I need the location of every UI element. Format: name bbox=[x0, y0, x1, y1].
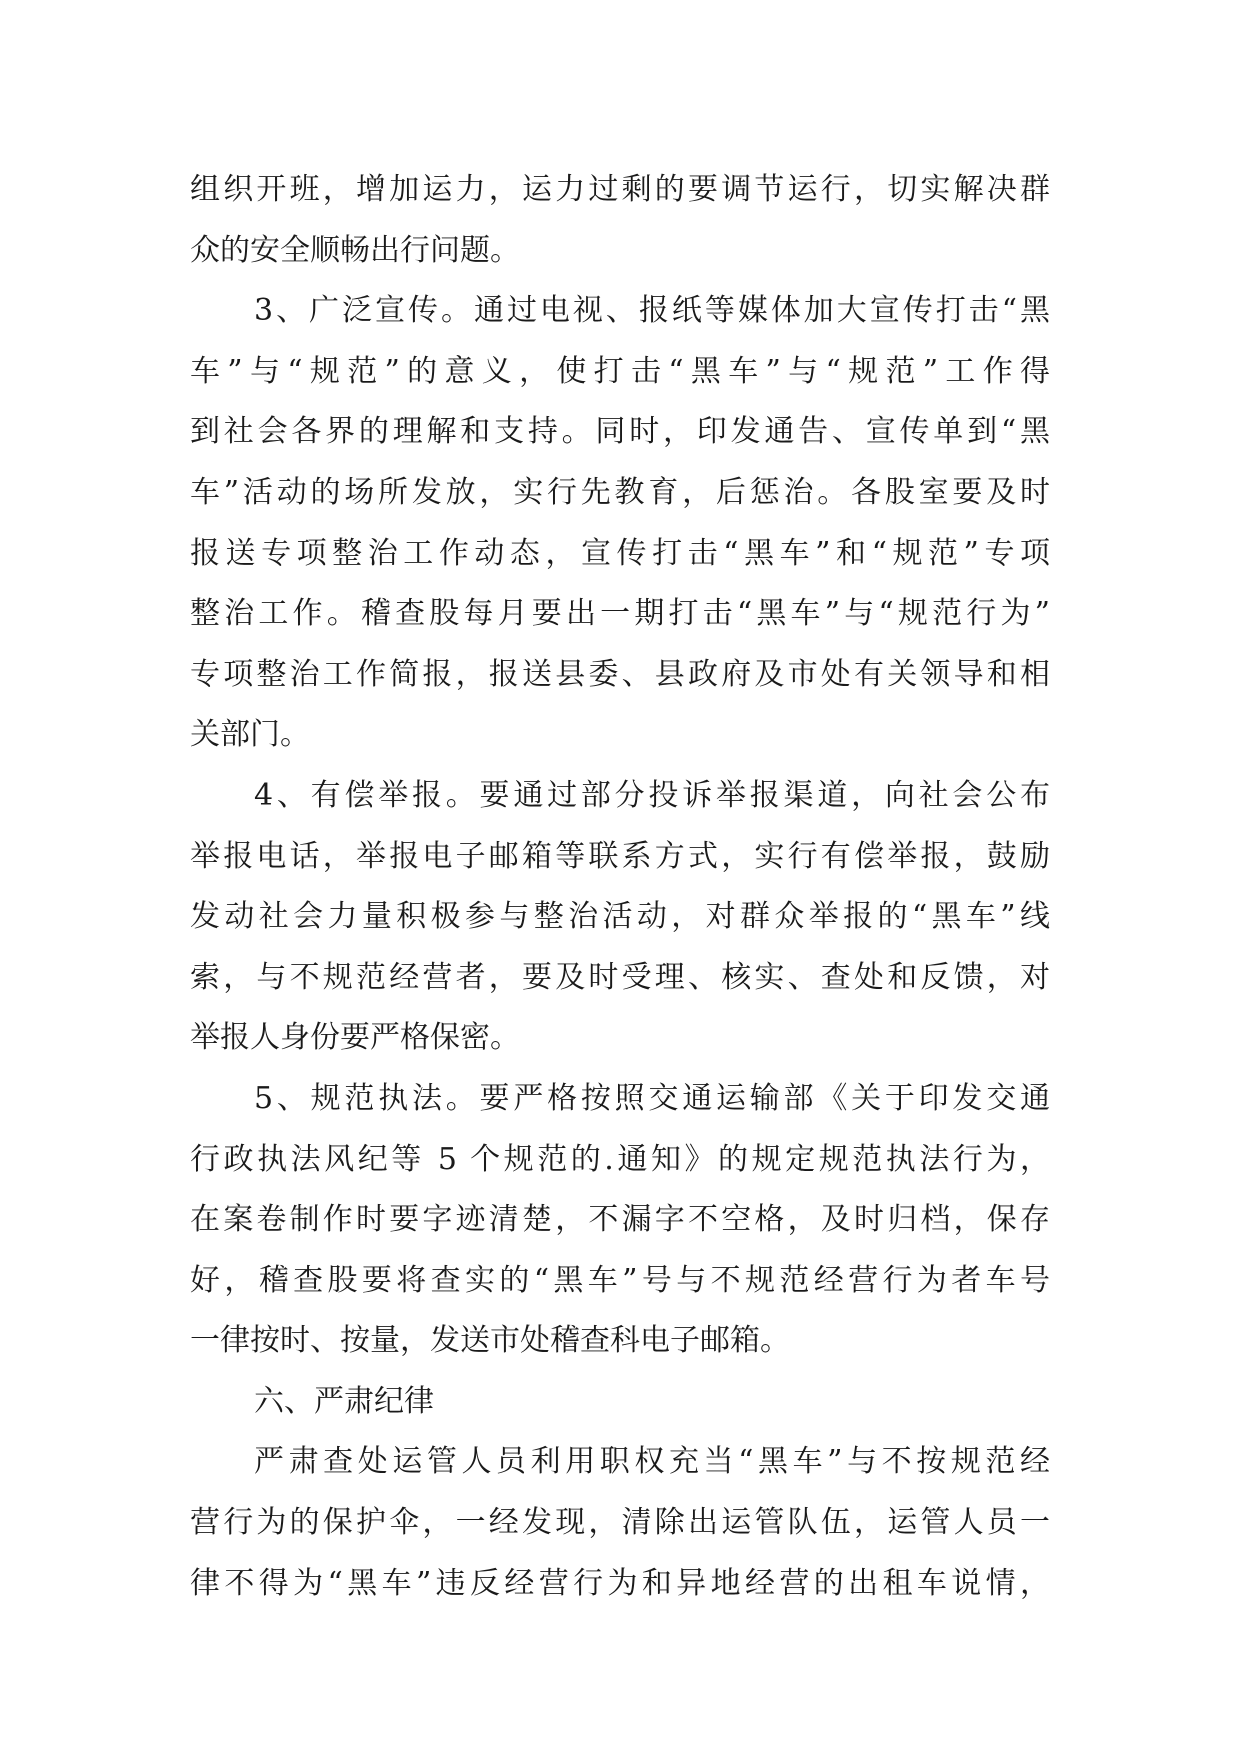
text-line: 在案卷制作时要字迹清楚，不漏字不空格，及时归档，保存 bbox=[190, 1202, 1050, 1238]
text-line: 索，与不规范经营者，要及时受理、核实、查处和反馈，对 bbox=[190, 959, 1050, 995]
text-line: 众的安全顺畅出行问题。 bbox=[190, 232, 520, 268]
text-line: 关部门。 bbox=[190, 717, 310, 753]
text-line: 一律按时、按量，发送市处稽查科电子邮箱。 bbox=[190, 1323, 790, 1359]
text-line: 营行为的保护伞，一经发现，清除出运管队伍，运管人员一 bbox=[190, 1505, 1050, 1541]
text-line: 整治工作。稽查股每月要出一期打击“黑车”与“规范行为” bbox=[190, 596, 1050, 632]
text-line: 3、广泛宣传。通过电视、报纸等媒体加大宣传打击“黑 bbox=[254, 293, 1050, 329]
text-line: 车”与“规范”的意义，使打击“黑车”与“规范”工作得 bbox=[190, 353, 1050, 389]
text-line: 组织开班，增加运力，运力过剩的要调节运行，切实解决群 bbox=[190, 172, 1050, 207]
text-line: 律不得为“黑车”违反经营行为和异地经营的出租车说情， bbox=[190, 1565, 1050, 1601]
text-line: 行政执法风纪等 5 个规范的.通知》的规定规范执法行为， bbox=[190, 1141, 1050, 1177]
text-line: 到社会各界的理解和支持。同时，印发通告、宣传单到“黑 bbox=[190, 414, 1050, 450]
document-body bbox=[190, 160, 1050, 1614]
text-line: 发动社会力量积极参与整治活动，对群众举报的“黑车”线 bbox=[190, 899, 1050, 935]
text-line: 严肃查处运管人员利用职权充当“黑车”与不按规范经 bbox=[254, 1444, 1050, 1480]
text-line: 举报人身份要严格保密。 bbox=[190, 1020, 520, 1056]
text-line: 4、有偿举报。要通过部分投诉举报渠道，向社会公布 bbox=[254, 777, 1050, 813]
text-line: 5、规范执法。要严格按照交通运输部《关于印发交通 bbox=[254, 1080, 1050, 1116]
text-line: 报送专项整治工作动态，宣传打击“黑车”和“规范”专项 bbox=[190, 535, 1050, 571]
text-line: 举报电话，举报电子邮箱等联系方式，实行有偿举报，鼓励 bbox=[190, 838, 1050, 874]
text-line: 专项整治工作简报，报送县委、县政府及市处有关领导和相 bbox=[190, 656, 1050, 692]
text-line: 车”活动的场所发放，实行先教育，后惩治。各股室要及时 bbox=[190, 474, 1050, 510]
text-line: 好，稽查股要将查实的“黑车”号与不规范经营行为者车号 bbox=[190, 1262, 1050, 1298]
text-line: 六、严肃纪律 bbox=[254, 1383, 434, 1419]
